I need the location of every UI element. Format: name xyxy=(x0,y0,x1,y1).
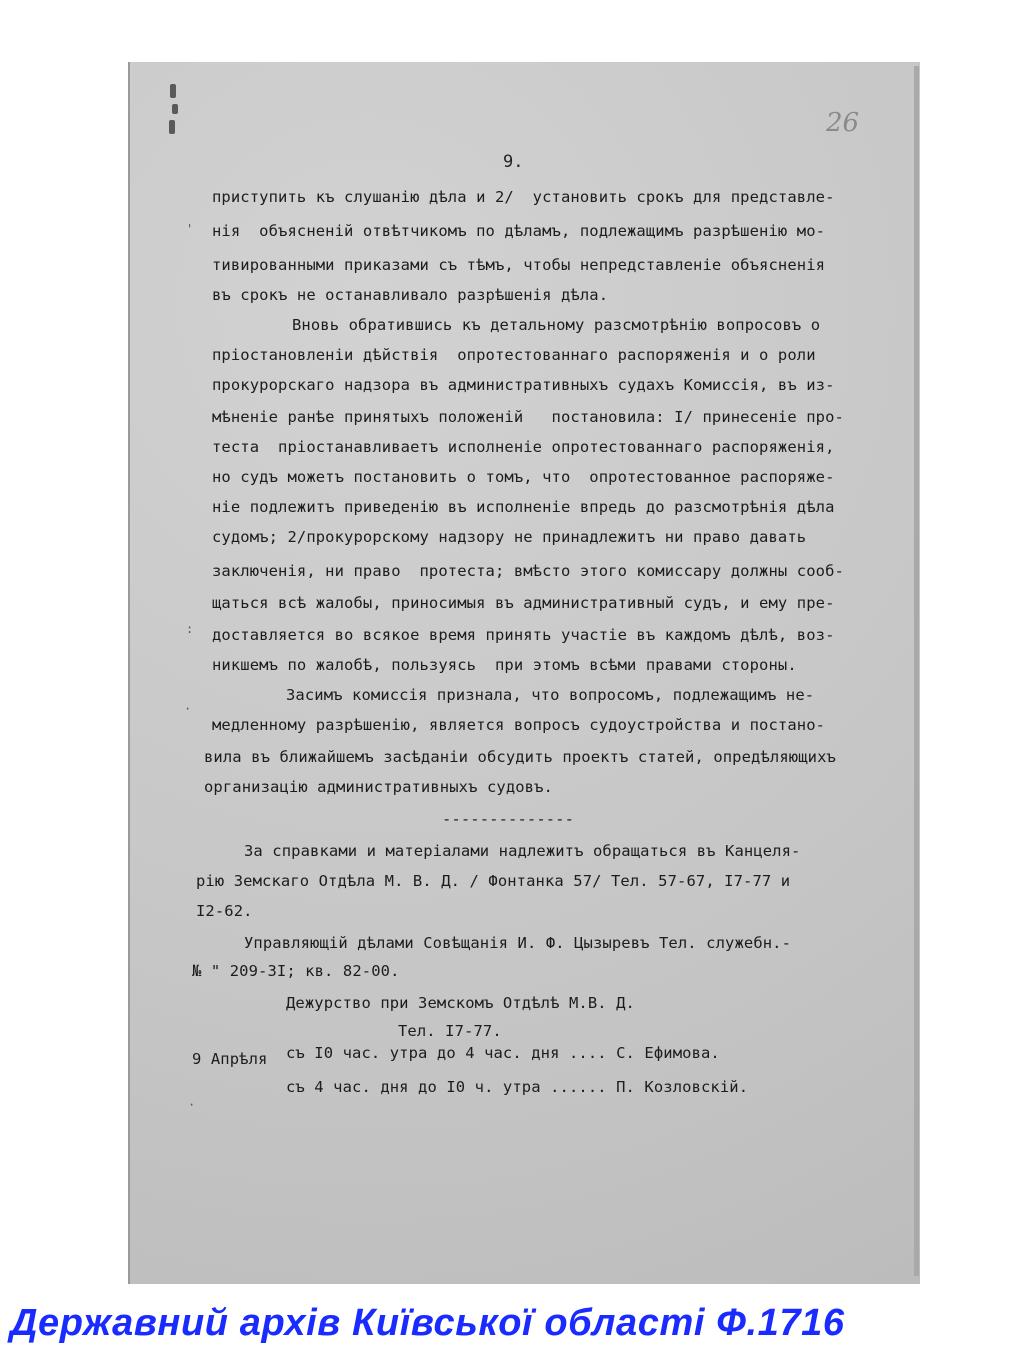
text-line: прокурорскаго надзора въ административныхъ судахъ Комиссія, въ из- xyxy=(212,376,835,394)
text-line: щаться всѣ жалобы, приносимыя въ административный судъ, и ему пре- xyxy=(212,594,835,612)
archive-page-mark: 26 xyxy=(826,108,860,138)
text-line: пріостановленіи дѣйствія опротестованнаго распоряженія и о роли xyxy=(212,346,816,364)
divider-line: -------------- xyxy=(442,810,575,828)
margin-mark: ' xyxy=(186,222,194,236)
text-line: ніе подлежитъ приведенію въ исполненіе впредь до разсмотрѣнія дѣла xyxy=(212,498,835,516)
text-line: въ срокъ не останавливало разрѣшенія дѣла. xyxy=(212,286,609,304)
text-line: заключенія, ни право протеста; вмѣсто этого комиссару должны сооб- xyxy=(212,562,844,580)
text-line: никшемъ по жалобѣ, пользуясь при этомъ всѣми правами стороны. xyxy=(212,656,797,674)
duty-heading: Дежурство при Земскомъ Отдѣлѣ М.В. Д. xyxy=(286,994,635,1012)
duty-shift-night: съ 4 час. дня до I0 ч. утра ...... П. Козловскій. xyxy=(286,1078,749,1096)
duty-shift-day: съ I0 час. утра до 4 час. дня .... С. Ефимова. xyxy=(286,1044,720,1062)
info-line: Управляющій дѣлами Совѣщанія И. Ф. Цызыревъ Тел. служебн.- xyxy=(244,934,792,952)
info-line: I2-62. xyxy=(196,902,253,920)
sheet-edge xyxy=(914,66,919,1276)
duty-phone: Тел. I7-77. xyxy=(398,1022,502,1040)
page-number: 9. xyxy=(503,152,524,172)
text-line: Вновь обратившись къ детальному разсмотрѣнію вопросовъ о xyxy=(292,316,821,334)
info-line: За справками и матеріалами надлежитъ обращаться въ Канцеля- xyxy=(244,842,801,860)
text-line: теста пріостанавливаетъ исполненіе опротестованнаго распоряженія, xyxy=(212,438,835,456)
info-line: № " 209-3I; кв. 82-00. xyxy=(192,962,400,980)
text-line: организацію административныхъ судовъ. xyxy=(204,778,553,796)
text-line: мѣненіе ранѣе принятыхъ положеній постановила: I/ принесеніе про- xyxy=(212,408,844,426)
margin-mark: · xyxy=(184,702,192,716)
binding-hole-mark xyxy=(170,84,176,98)
info-line: рію Земскаго Отдѣла М. В. Д. / Фонтанка 57/ Тел. 57-67, I7-77 и xyxy=(196,872,791,890)
text-line: Засимъ комиссія признала, что вопросомъ, подлежащимъ не- xyxy=(286,686,815,704)
duty-date: 9 Апрѣля xyxy=(192,1050,268,1068)
text-line: судомъ; 2/прокурорскому надзору не принадлежитъ ни право давать xyxy=(212,528,807,546)
text-line: нія объясненій отвѣтчикомъ по дѣламъ, подлежащимъ разрѣшенію мо- xyxy=(212,222,826,240)
text-line: тивированными приказами съ тѣмъ, чтобы непредставленіе объясненія xyxy=(212,256,826,274)
margin-mark: · xyxy=(188,1098,196,1112)
text-line: вила въ ближайшемъ засѣданіи обсудить проектъ статей, опредѣляющихъ xyxy=(204,748,836,766)
archive-footer xyxy=(0,1300,1024,1358)
binding-hole-mark xyxy=(169,120,175,134)
margin-mark: : xyxy=(186,622,194,636)
binding-hole-mark xyxy=(172,104,178,114)
text-line: медленному разрѣшенію, является вопросъ судоустройства и постано- xyxy=(212,716,826,734)
text-line: но судъ можетъ постановить о томъ, что опротестованное распоряже- xyxy=(212,468,835,486)
text-line: доставляется во всякое время принять участіе въ каждомъ дѣлѣ, воз- xyxy=(212,626,835,644)
text-line: приступить къ слушанію дѣла и 2/ установить срокъ для представле- xyxy=(212,188,835,206)
archive-label: Державний архів Київської області Ф.1716 xyxy=(10,1302,845,1344)
